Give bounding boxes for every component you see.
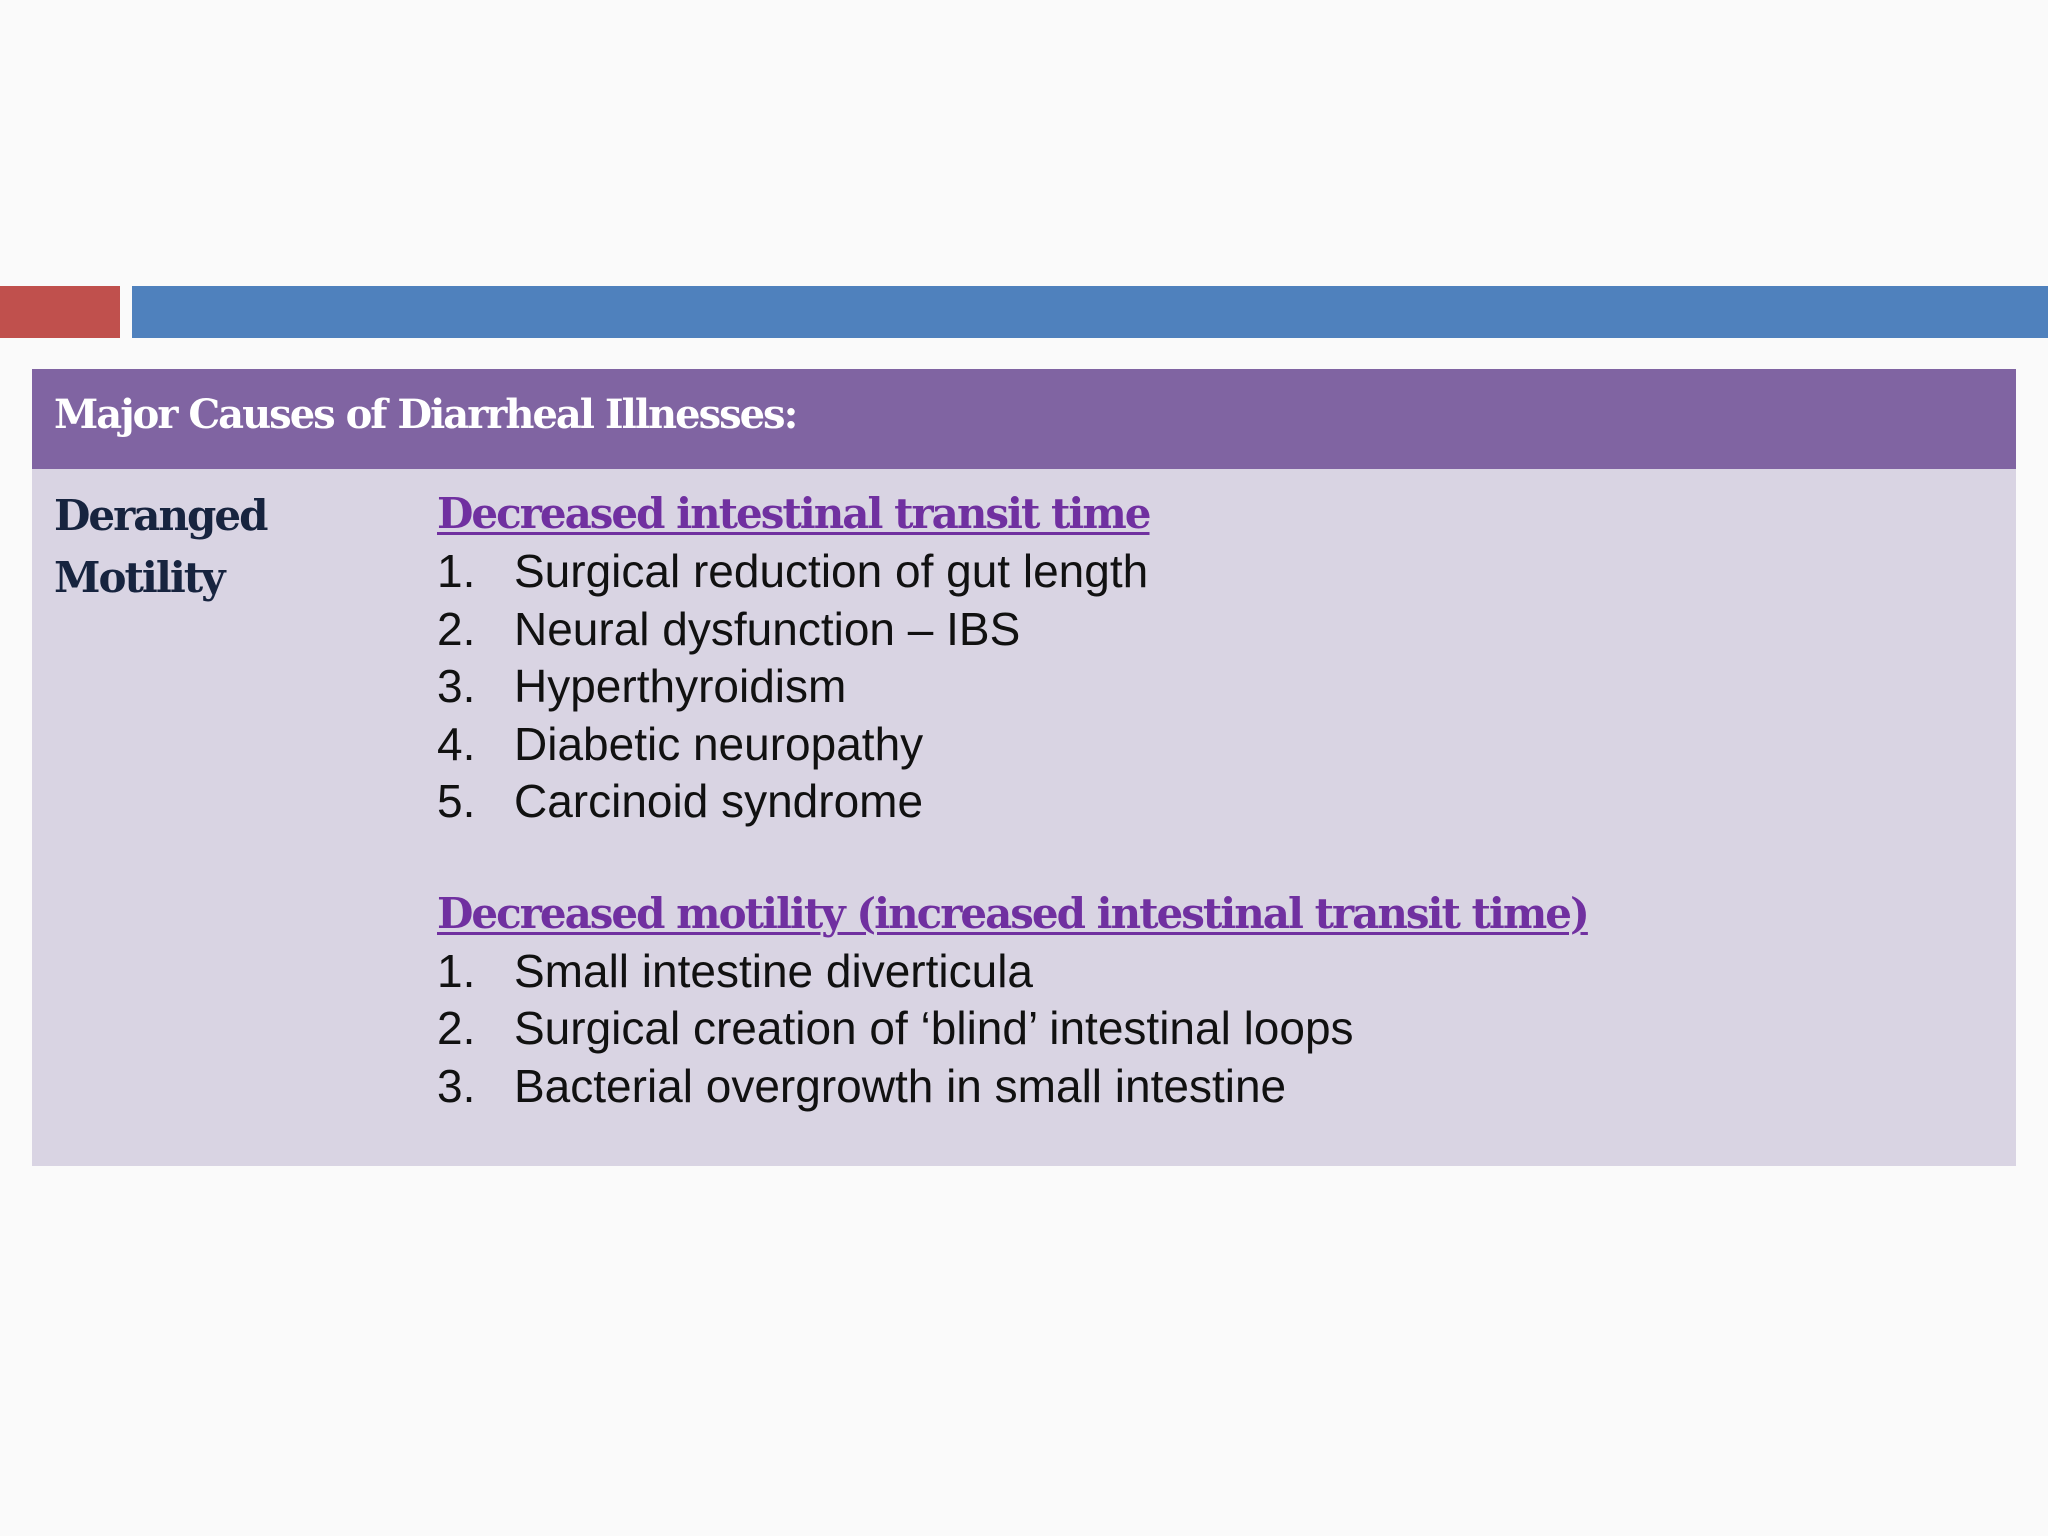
list-item: [437, 1000, 1997, 1058]
list-item: [437, 543, 1997, 601]
list-item-number: 1.: [437, 545, 476, 597]
table-header: [32, 369, 2016, 469]
cause-list: [437, 543, 1997, 831]
list-item-number: 3.: [437, 660, 476, 712]
list-item-text: Surgical creation of ‘blind’ intestinal loops: [514, 1002, 1354, 1054]
section-title: Decreased intestinal transit time: [437, 489, 1150, 538]
list-item-text: Diabetic neuropathy: [514, 717, 924, 770]
list-item-text: Carcinoid syndrome: [514, 775, 924, 827]
row-label-line-2: Motility: [54, 553, 224, 602]
row-label: [54, 485, 394, 609]
row-content: [437, 485, 1997, 1115]
cause-list: [437, 943, 1997, 1116]
list-item-text: Bacterial overgrowth in small intestine: [514, 1059, 1287, 1112]
list-item-number: 2.: [437, 602, 476, 655]
section-spacer: [437, 831, 1997, 885]
section-decreased-transit-time: [437, 485, 1997, 831]
list-item-text: Surgical reduction of gut length: [514, 545, 1149, 597]
list-item-text: Small intestine diverticula: [514, 944, 1034, 997]
list-item-number: 3.: [437, 1059, 476, 1112]
accent-bar-blue: [132, 286, 2048, 338]
section-decreased-motility: [437, 885, 1997, 1116]
row-label-line-1: Deranged: [54, 491, 267, 540]
accent-bar-red: [0, 286, 120, 338]
table-header-title: Major Causes of Diarrheal Illnesses:: [54, 391, 797, 438]
section-title: Decreased motility (increased intestinal transit time): [437, 888, 1588, 938]
list-item: [437, 1058, 1997, 1116]
list-item: [437, 658, 1997, 716]
list-item-text: Neural dysfunction – IBS: [514, 602, 1021, 655]
list-item-text: Hyperthyroidism: [514, 660, 847, 712]
list-item: [437, 943, 1997, 1001]
list-item: [437, 716, 1997, 774]
list-item-number: 1.: [437, 944, 476, 997]
causes-table: [32, 369, 2016, 1166]
list-item-number: 5.: [437, 775, 476, 827]
list-item: [437, 773, 1997, 831]
list-item-number: 4.: [437, 717, 476, 770]
list-item-number: 2.: [437, 1002, 476, 1054]
list-item: [437, 601, 1997, 659]
